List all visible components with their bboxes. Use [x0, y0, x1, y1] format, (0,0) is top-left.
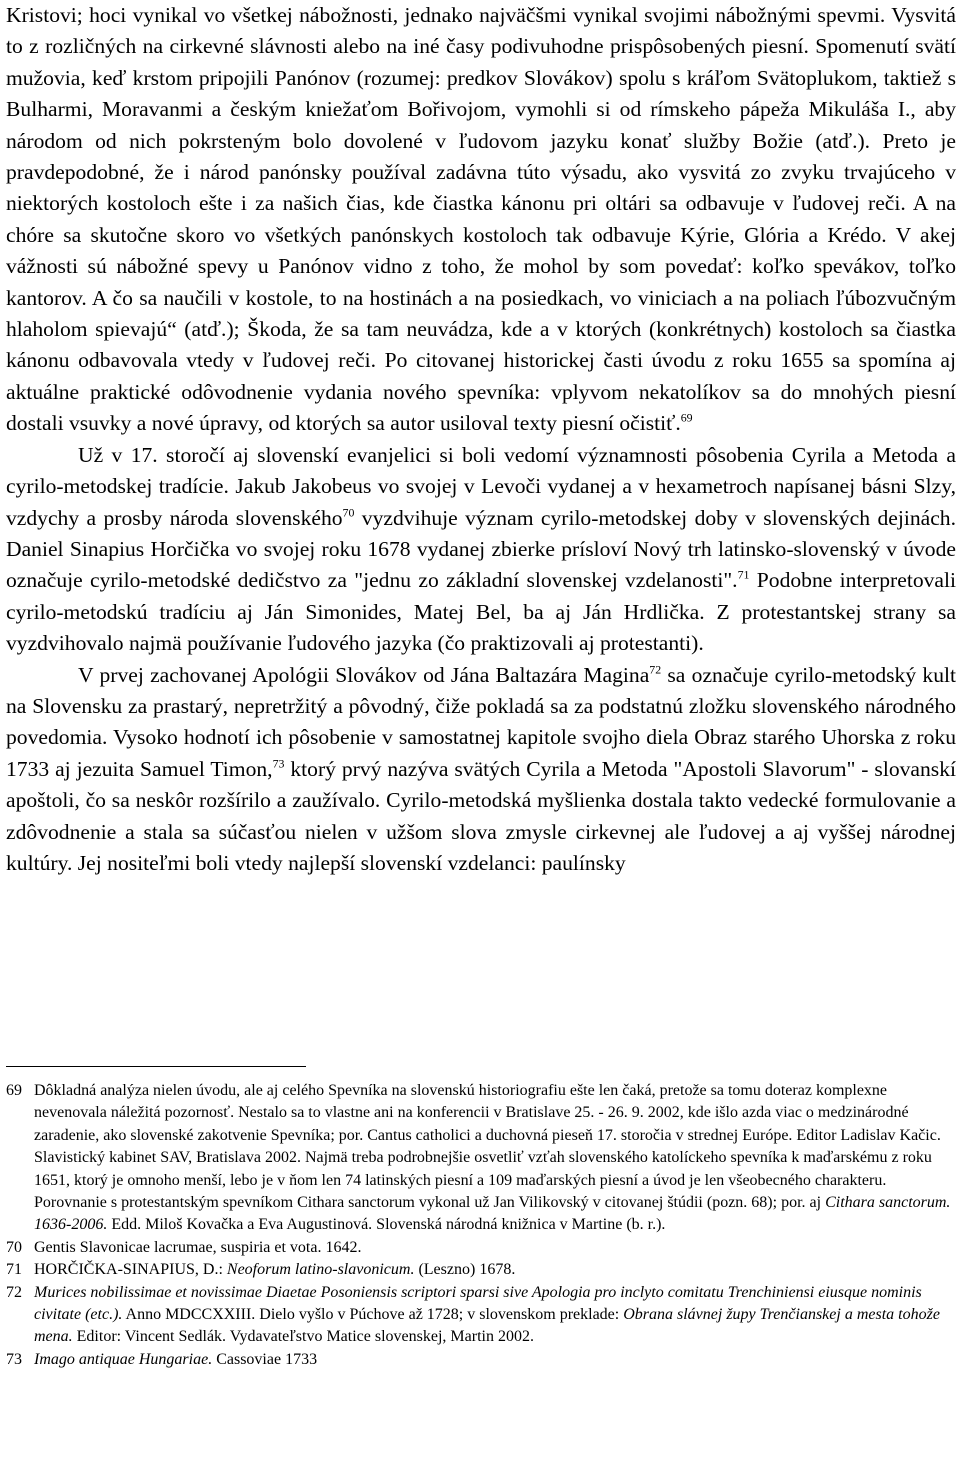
footnote-ref-71[interactable]: 71 — [737, 568, 750, 582]
footnote-separator — [6, 1066, 306, 1067]
footnote-text-part: Editor: Vincent Sedlák. Vydavateľstvo Matice slovenskej, Martin 2002. — [72, 1328, 534, 1346]
footnote-text-part: Cassoviae 1733 — [212, 1350, 318, 1368]
footnote-number: 69 — [6, 1082, 22, 1099]
footnote-text-part: HORČIČKA-SINAPIUS, D.: — [34, 1261, 227, 1279]
footnote-ref-70[interactable]: 70 — [342, 505, 355, 520]
footnote-73 — [6, 1349, 956, 1371]
paragraph-2-text-a: Už v 17. storočí aj slovenskí evanjelici si boli vedomí významnosti pôsobenia Cyrila a Metoda a cyrilo-metodskej tradície. Jakub Jakobeus vo svojej v Levoči vydanej a v hexametroch napísanej básni Slzy, vzdychy a prosby národa slovenského — [6, 442, 956, 530]
footnote-title: Neoforum latino-slavonicum. — [226, 1261, 415, 1279]
footnotes — [6, 1080, 956, 1371]
footnote-number: 72 — [6, 1283, 22, 1301]
footnote-text — [34, 1349, 956, 1371]
footnote-title: Obrana slávnej župy Trenčianskej a mesta tohože mena. — [34, 1306, 940, 1346]
paragraph-2-text-c: Podobne interpretovali cyrilo-metodskú tradíciu aj Ján Simonides, Matej Bel, ba aj Ján Hrdlička. Z protestantskej strany sa vyzdvihovalo najmä používanie ľudového jazyka (čo praktizovali aj protestanti). — [6, 568, 956, 656]
paragraph-1-text: Kristovi; hoci vynikal vo všetkej nábožnosti, jednako najväčšmi vynikal svojimi nábožnými spevmi. Vysvitá to z rozličných na cirkevné slávnosti alebo na iné časy podivuhodne prispôsobených piesní. Spomenutí svätí mužovia, keď krstom pripojili Panónov (rozumej: predkov Slovákov) spolu s kráľom Svätoplukom, taktiež s Bulharmi, Moravanmi a českým kniežaťom Bořivojom, vymohli si od rímskeho pápeža Mikuláša I., aby národom od nich pokrsteným bolo dovolené v ľudovom jazyku konať služby Božie (atď.). Preto je pravdepodobné, že i národ panónsky používal zadávna túto výsadu, ako vysvitá zo zvyku trvajúceho v niektorých kostoloch ešte i za našich čias, kde čiastka kánonu pri oltári sa odbavuje v ľudovej reči. A na chóre sa skutočne skoro vo všetkých panónskych kostoloch tak odbavuje Kýrie, Glória a Krédo. V akej vážnosti sú nábožné spevy u Panónov vidno z toho, že mohol by som povedať: koľko spevákov, toľko kantorov. A čo sa naučili v kostole, to na hostinách a na posiedkach, vo viniciach a na poliach ľúbozvučným hlaholom spievajú“ (atď.); Škoda, že sa tam neuvádza, kde a v ktorých (konkrétnych) kostoloch sa čiastka kánonu odbavovala vtedy v ľudovej reči. Po citovanej historickej časti úvodu z roku 1655 sa spomína aj aktuálne praktické odôvodnenie vydania nového spevníka: vplyvom nekatolíkov sa do mnohých piesní dostali vsuvky a nové úpravy, od ktorých sa autor usiloval texty piesní očistiť. — [6, 3, 956, 436]
footnote-text-part: Gentis Slavonicae lacrumae, suspiria et vota. 1642. — [34, 1238, 362, 1256]
paragraph-2-text-b: vyzdvihuje význam cyrilo-metodskej doby v slovenských dejinách. Daniel Sinapius Horčička vo svojej roku 1678 vydanej zbierke prísloví Nový trh latinsko-slovenský v úvode označuje cyrilo-metodské dedičstvo za "jednu zo základní slovenskej vzdelanosti". — [6, 505, 956, 593]
paragraph-1 — [6, 0, 956, 440]
footnote-title: Cithara sanctorum. 1636-2006. — [34, 1194, 951, 1234]
footnote-number: 70 — [6, 1238, 22, 1256]
footnote-number: 71 — [6, 1261, 22, 1279]
footnote-72 — [6, 1282, 956, 1349]
paragraph-3-text-b: sa označuje cyrilo-metodský kult na Slovensku za prastarý, nepretržitý a pôvodný, čiže pokladá sa za podstatnú zložku slovenského národného povedomia. Vysoko hodnotí ich pôsobenie v samostatnej kapitole svojho diela Obraz starého Uhorska z roku 1733 aj jezuita Samuel Timon, — [6, 662, 956, 781]
footnote-text-part: Anno MDCCXXIII. Dielo vyšlo v Púchove až 1728; v slovenskom preklade: — [122, 1306, 624, 1324]
footnote-title: Imago antiquae Hungariae. — [34, 1350, 213, 1368]
footnote-text-part: (Leszno) 1678. — [414, 1261, 516, 1279]
footnote-text-part: Dôkladná analýza nielen úvodu, ale aj celého Spevníka na slovenskú historiografiu ešte len čaká, pretože sa tomu doteraz komplexne nevenovala náležitá pozornosť. Nestalo sa to vlastne ani na konferencii v Bratislave 25. - 26. 9. 2002, kde išlo azda viac o medzinárodné zaradenie, ako slovenské zakotvenie Spevníka; por. Cantus catholici a duchovná pieseň 17. storočia v strednej Európe. Editor Ladislav Kačic. Slavistický kabinet SAV, Bratislava 2002. Najmä treba podrobnejšie osvetliť vzťah slovenského katolíckeho spevníka k maďarskému z roku 1651, ktorý je omnoho menší, lebo je v ňom len 74 latinských piesní a 109 maďarských piesní a úvod je len všeobecného charakteru. Porovnanie s protestantským spevníkom Cithara sanctorum vykonal už Jan Vilikovský v citovanej štúdii (pozn. 68); por. aj — [34, 1082, 941, 1212]
body-text — [6, 0, 956, 879]
footnote-number: 73 — [6, 1350, 22, 1368]
paragraph-3-text-a: V prvej zachovanej Apológii Slovákov od Jána Baltazára Magina — [78, 662, 650, 687]
footnote-69 — [6, 1080, 956, 1237]
paragraph-2 — [6, 440, 956, 660]
footnote-70 — [6, 1237, 956, 1259]
footnote-ref-69[interactable]: 69 — [680, 410, 693, 425]
paragraph-3 — [6, 660, 956, 880]
footnote-ref-72[interactable]: 72 — [649, 662, 662, 677]
footnote-ref-73[interactable]: 73 — [272, 756, 285, 771]
footnote-text — [34, 1282, 956, 1349]
footnote-71 — [6, 1259, 956, 1281]
footnote-text — [34, 1080, 956, 1237]
footnote-text-part: Edd. Miloš Kovačka a Eva Augustinová. Slovenská národná knižnica v Martine (b. r.). — [107, 1216, 666, 1234]
footnote-text — [34, 1259, 956, 1281]
footnote-text — [34, 1237, 956, 1259]
footnote-title: Murices nobilissimae et novissimae Diaetae Posoniensis scriptori sparsi sive Apologia pro inclyto comitatu Trenchiniensi eiusque nominis civitate (etc.). — [34, 1283, 922, 1324]
paragraph-3-text-c: ktorý prvý nazýva svätých Cyrila a Metoda "Apostoli Slavorum" - slovanskí apoštoli, čo sa neskôr rozšírilo a zaužívalo. Cyrilo-metodská myšlienka dostala takto vedecké formulovanie a zdôvodnenie a stala sa súčasťou nielen v užšom slova zmysle cirkevnej ale ľudovej a aj vyššej národnej kultúry. Jej nositeľmi boli vtedy najlepší slovenskí vzdelanci: paulínsky — [6, 756, 956, 875]
